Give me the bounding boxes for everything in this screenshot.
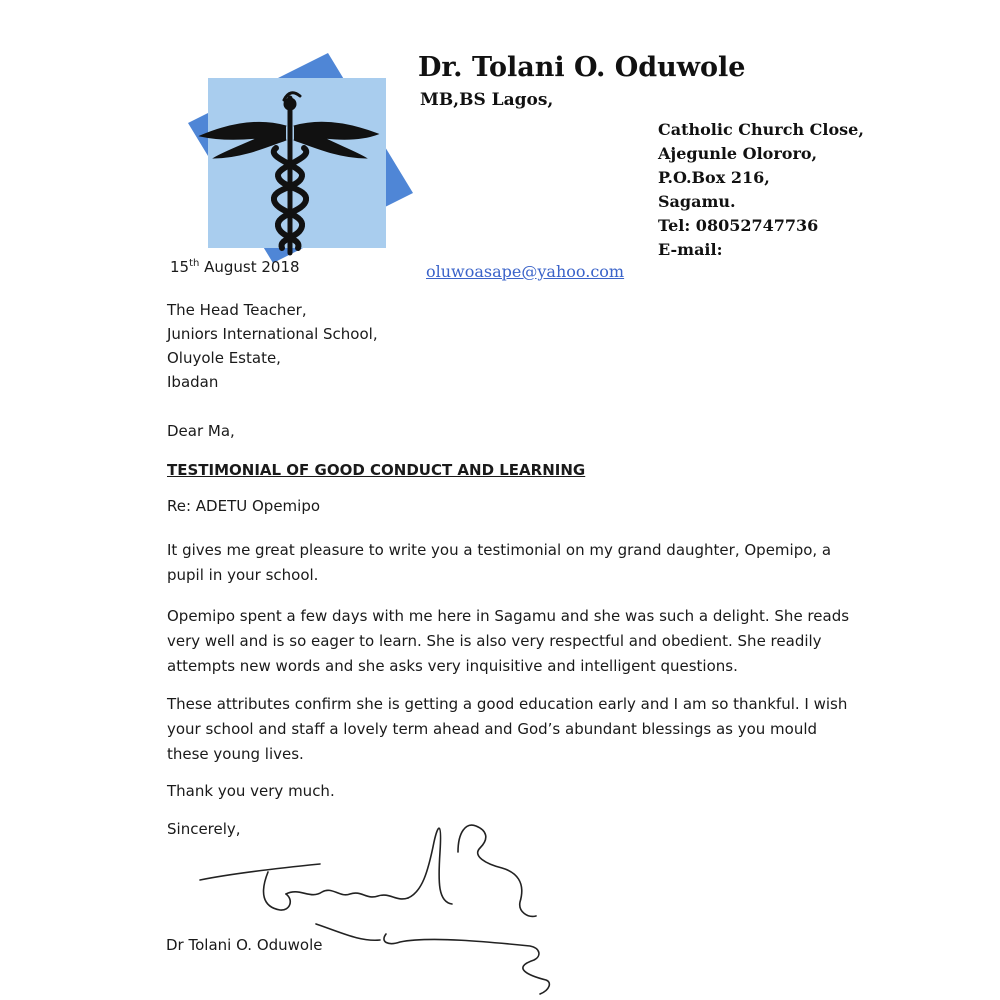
recipient-line: Oluyole Estate,	[167, 349, 281, 367]
recipient-line: Juniors International School,	[167, 325, 378, 343]
closing-sincerely: Sincerely,	[167, 820, 241, 838]
recipient-address	[167, 298, 378, 394]
address-line: Ajegunle Olororo,	[658, 144, 818, 163]
recipient-line: Ibadan	[167, 373, 219, 391]
letter-subject: TESTIMONIAL OF GOOD CONDUCT AND LEARNING	[167, 461, 586, 479]
date-day: 15	[170, 258, 190, 276]
address-line: P.O.Box 216,	[658, 168, 770, 187]
address-line: Sagamu.	[658, 192, 736, 211]
letterhead-address	[658, 118, 864, 262]
email-link[interactable]: oluwoasape@yahoo.com	[426, 262, 625, 281]
address-line: Catholic Church Close,	[658, 120, 864, 139]
body-paragraph: Opemipo spent a few days with me here in Sagamu and she was such a delight. She reads very well and is so eager to learn. She is also very respectful and obedient. She readily attempts new words and she asks very inquisitive and intelligent questions.	[167, 607, 850, 675]
address-phone: Tel: 08052747736	[658, 216, 819, 235]
letterhead-degree: MB,BS Lagos,	[420, 90, 554, 110]
signer-name: Dr Tolani O. Oduwole	[166, 936, 323, 954]
letterhead-name: Dr. Tolani O. Oduwole	[418, 52, 746, 83]
body-paragraph: It gives me great pleasure to write you a testimonial on my grand daughter, Opemipo, a pupil in your school.	[167, 541, 832, 584]
closing-thanks: Thank you very much.	[167, 782, 335, 800]
letter-date	[170, 258, 300, 276]
letter-re-line: Re: ADETU Opemipo	[167, 497, 321, 515]
caduceus-icon	[178, 48, 418, 268]
date-month-year: August 2018	[199, 258, 300, 276]
date-suffix: th	[189, 258, 200, 269]
salutation: Dear Ma,	[167, 422, 235, 440]
address-email-label: E-mail:	[658, 240, 723, 259]
body-paragraph: These attributes confirm she is getting a good education early and I am so thankful. I wish your school and staff a lovely term ahead and God’s abundant blessings as you mould these young lives.	[167, 695, 848, 763]
recipient-line: The Head Teacher,	[167, 301, 307, 319]
handwritten-signature	[190, 812, 570, 997]
